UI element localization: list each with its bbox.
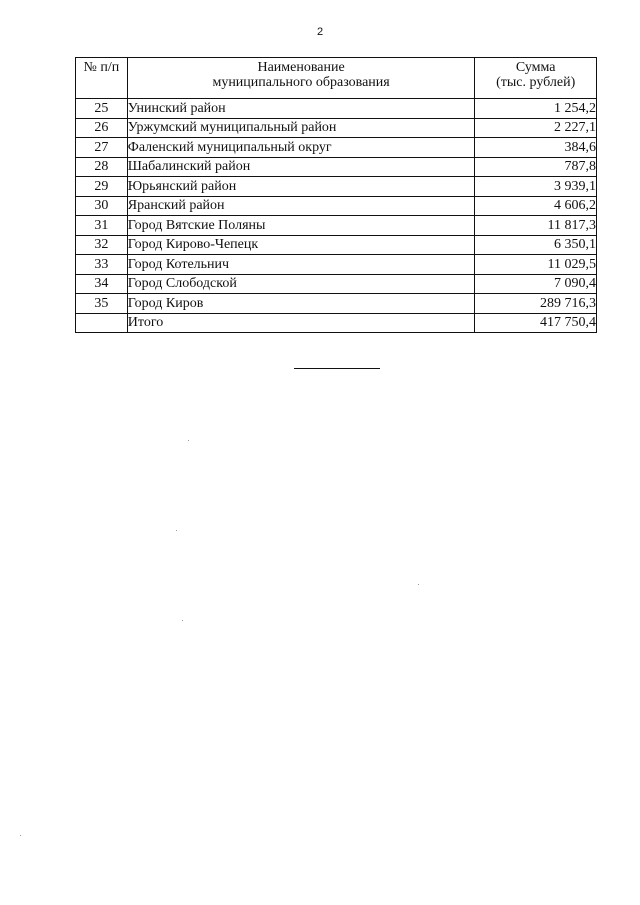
row-number: 29 <box>76 177 128 197</box>
scan-speck <box>418 584 419 585</box>
table-row <box>76 99 597 119</box>
table-header-row <box>76 58 597 99</box>
row-sum: 4 606,2 <box>475 196 597 216</box>
row-number: 35 <box>76 294 128 314</box>
table-row <box>76 216 597 236</box>
table-row <box>76 177 597 197</box>
row-sum: 11 029,5 <box>475 255 597 275</box>
total-sum: 417 750,4 <box>475 313 597 333</box>
header-sum <box>475 58 597 99</box>
row-number: 33 <box>76 255 128 275</box>
table-row <box>76 196 597 216</box>
row-sum: 1 254,2 <box>475 99 597 119</box>
header-municipality-line1: Наименование <box>257 60 345 75</box>
table-row <box>76 255 597 275</box>
total-row <box>76 313 597 333</box>
row-municipality: Унинский район <box>127 99 475 119</box>
table-row <box>76 157 597 177</box>
row-municipality: Шабалинский район <box>127 157 475 177</box>
row-number: 25 <box>76 99 128 119</box>
table-row <box>76 294 597 314</box>
row-number: 30 <box>76 196 128 216</box>
scan-speck <box>176 530 177 531</box>
scan-speck <box>20 835 21 836</box>
row-sum: 2 227,1 <box>475 118 597 138</box>
row-municipality: Уржумский муниципальный район <box>127 118 475 138</box>
end-divider-line <box>294 368 380 369</box>
row-number: 26 <box>76 118 128 138</box>
row-municipality: Юрьянский район <box>127 177 475 197</box>
row-municipality: Город Котельнич <box>127 255 475 275</box>
scan-speck <box>182 620 183 621</box>
row-sum: 6 350,1 <box>475 235 597 255</box>
total-label: Итого <box>127 313 475 333</box>
row-sum: 384,6 <box>475 138 597 158</box>
row-sum: 7 090,4 <box>475 274 597 294</box>
header-sum-line1: Сумма <box>515 60 556 75</box>
row-municipality: Город Вятские Поляны <box>127 216 475 236</box>
header-municipality-line2: муниципального образования <box>212 75 390 90</box>
row-municipality: Фаленский муниципальный округ <box>127 138 475 158</box>
header-number: № п/п <box>76 58 128 99</box>
row-number: 31 <box>76 216 128 236</box>
table-row <box>76 274 597 294</box>
table-row <box>76 138 597 158</box>
row-municipality: Город Слободской <box>127 274 475 294</box>
total-number-empty <box>76 313 128 333</box>
row-municipality: Город Киров <box>127 294 475 314</box>
row-sum: 787,8 <box>475 157 597 177</box>
row-number: 34 <box>76 274 128 294</box>
table-row <box>76 118 597 138</box>
row-number: 28 <box>76 157 128 177</box>
scan-speck <box>188 440 189 441</box>
allocation-table <box>75 57 597 333</box>
row-number: 32 <box>76 235 128 255</box>
table-row <box>76 235 597 255</box>
row-number: 27 <box>76 138 128 158</box>
row-municipality: Яранский район <box>127 196 475 216</box>
header-municipality <box>127 58 475 99</box>
row-sum: 3 939,1 <box>475 177 597 197</box>
header-sum-line2: (тыс. рублей) <box>496 75 576 90</box>
page-number: 2 <box>316 26 324 38</box>
row-sum: 289 716,3 <box>475 294 597 314</box>
row-sum: 11 817,3 <box>475 216 597 236</box>
row-municipality: Город Кирово-Чепецк <box>127 235 475 255</box>
